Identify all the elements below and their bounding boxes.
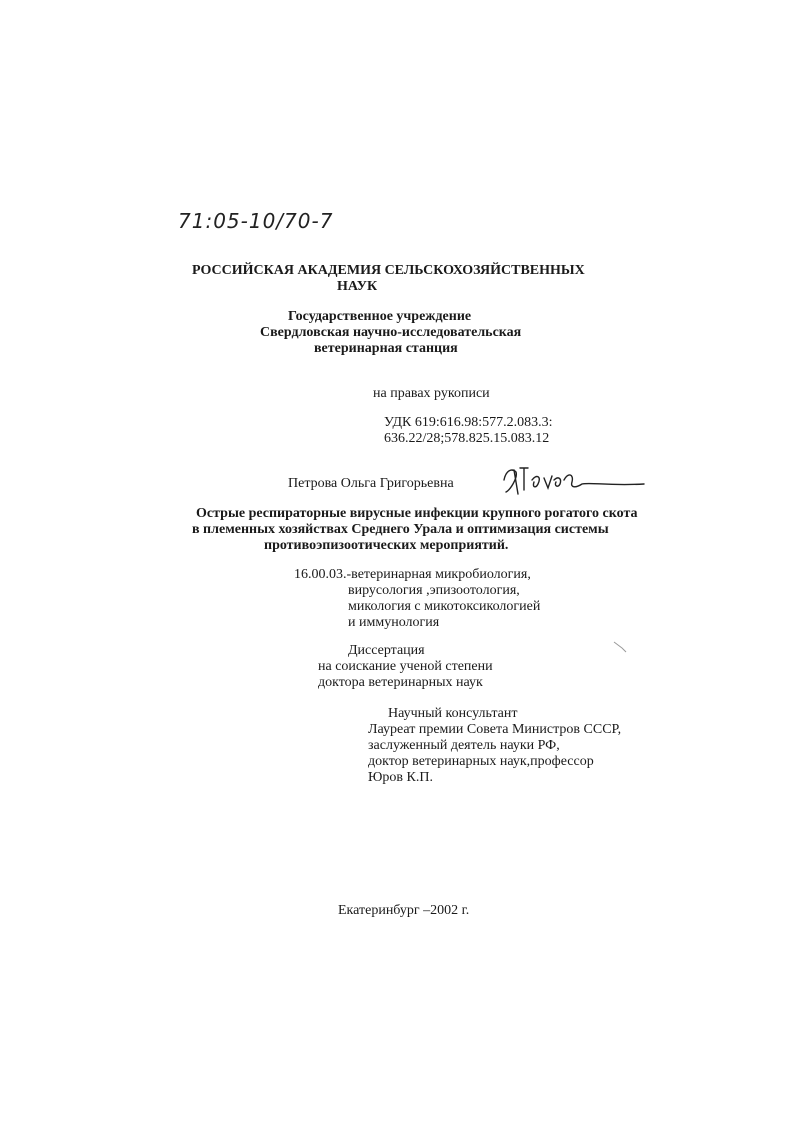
author-name: Петрова Ольга Григорьевна xyxy=(288,476,454,491)
place-year: Екатеринбург –2002 г. xyxy=(338,903,470,918)
author-signature xyxy=(498,462,648,498)
academy-line1: РОССИЙСКАЯ АКАДЕМИЯ СЕЛЬСКОХОЗЯЙСТВЕННЫХ xyxy=(192,263,585,278)
consultant-line3: заслуженный деятель науки РФ, xyxy=(368,738,560,753)
specialty-line4: и иммунология xyxy=(348,615,440,630)
consultant-line5: Юров К.П. xyxy=(368,770,433,785)
specialty-line3: микология с микотоксикологией xyxy=(348,599,541,614)
archive-number: 71:05-10/70-7 xyxy=(178,209,334,233)
dissertation-line3: доктора ветеринарных наук xyxy=(318,675,483,690)
institution-line2: Свердловская научно-исследовательская xyxy=(260,325,522,340)
title-line3: противоэпизоотических мероприятий. xyxy=(264,538,509,553)
institution-line3: ветеринарная станция xyxy=(314,341,458,356)
scan-mark xyxy=(612,640,630,654)
institution-line1: Государственное учреждение xyxy=(288,309,472,324)
dissertation-line2: на соискание ученой степени xyxy=(318,659,493,674)
title-line1: Острые респираторные вирусные инфекции крупного рогатого скота xyxy=(196,506,638,521)
udk-line1: УДК 619:616.98:577.2.083.3: xyxy=(384,415,553,430)
specialty-line1: 16.00.03.-ветеринарная микробиология, xyxy=(294,567,531,582)
academy-line2: НАУК xyxy=(337,279,378,294)
consultant-line1: Научный консультант xyxy=(388,706,518,721)
consultant-line2: Лауреат премии Совета Министров СССР, xyxy=(368,722,622,737)
dissertation-line1: Диссертация xyxy=(348,643,425,658)
manuscript-rights: на правах рукописи xyxy=(373,386,490,401)
udk-line2: 636.22/28;578.825.15.083.12 xyxy=(384,431,550,446)
title-line2: в племенных хозяйствах Среднего Урала и оптимизация системы xyxy=(192,522,609,537)
specialty-line2: вирусология ,эпизоотология, xyxy=(348,583,520,598)
consultant-line4: доктор ветеринарных наук,профессор xyxy=(368,754,594,769)
